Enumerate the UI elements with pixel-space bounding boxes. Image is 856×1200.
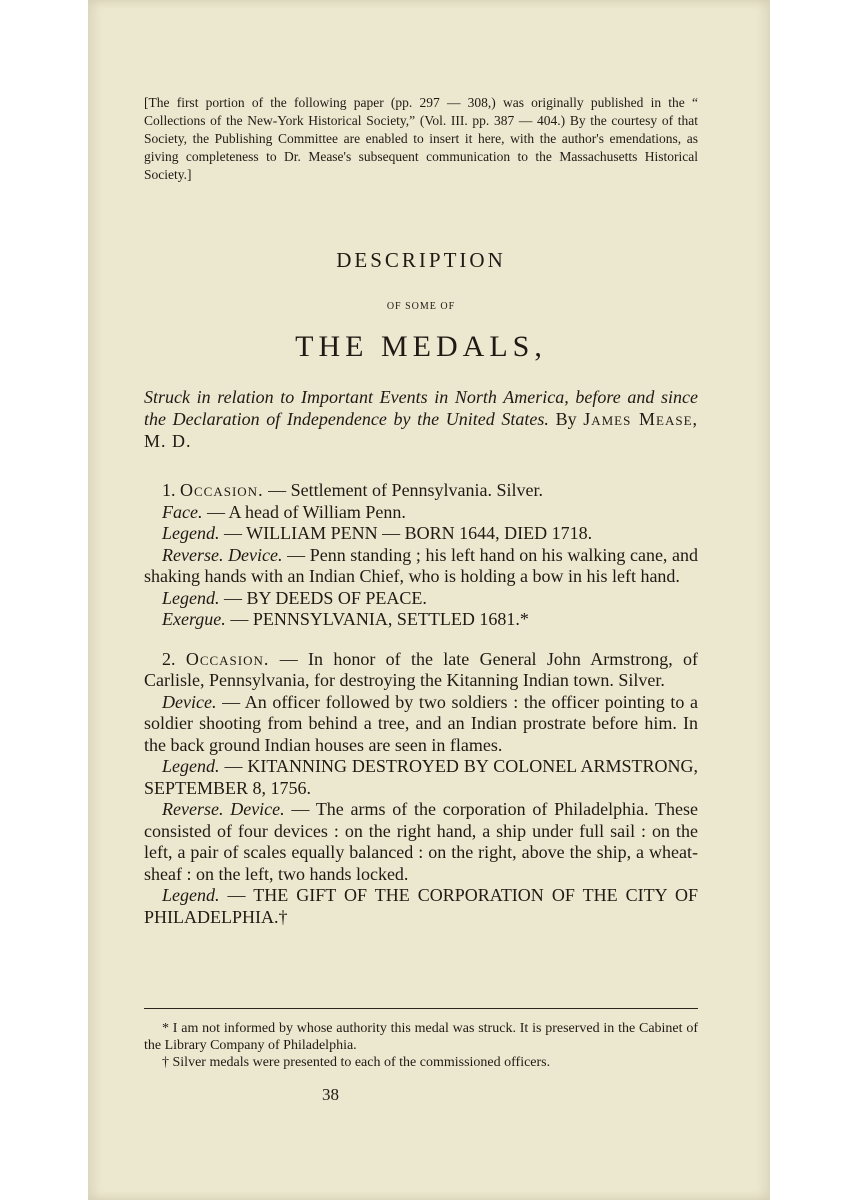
- struck-description: Struck in relation to Important Events in North America, before and since the Declaration of Independence by the United States.: [144, 387, 698, 429]
- struck-paragraph: [144, 386, 698, 452]
- footnote-2: † Silver medals were presented to each of the commissioned officers.: [162, 1055, 551, 1070]
- device-label: Device.: [162, 691, 217, 712]
- reverse-text: — The arms of the corporation of Philadelphia. These consisted of four devices : on the right hand, a ship under full sail : on the left, a pair of scales equally balanced : on the right, above the ship, a wheat-sheaf : on the left, two hands locked.: [144, 799, 699, 884]
- intro-note: [The first portion of the following paper (pp. 297 — 308,) was originally published in the “ Collections of the New-York Historical Society,” (Vol. III. pp. 387 — 404.) By the courtesy of that Society, the Publishing Committee are enabled to insert it here, with the author's emendations, as giving completeness to Dr. Mease's subsequent communication to the Massachusetts Historical Society.]: [144, 95, 698, 182]
- occasion-line: [144, 649, 698, 692]
- reverse-label: Reverse.: [162, 544, 224, 565]
- occasion-label: Occasion.: [185, 648, 270, 669]
- exergue-label: Exergue.: [162, 609, 226, 629]
- reverse-device-label: Device.: [230, 799, 285, 819]
- reverse-line: [144, 545, 698, 588]
- entry-number: 1.: [162, 480, 176, 500]
- legend-label: Legend.: [162, 756, 220, 776]
- occasion-text: — In honor of the late General John Armstrong, of Carlisle, Pennsylvania, for destroying the Kitanning Indian town. Silver.: [144, 648, 699, 690]
- author-name: James Mease, M. D.: [144, 409, 699, 451]
- occasion-text: — Settlement of Pennsylvania. Silver.: [268, 480, 544, 500]
- legend-line: [144, 756, 698, 799]
- reverse-line: [144, 799, 698, 885]
- footnotes: [144, 1020, 698, 1071]
- book-page: [88, 0, 770, 1200]
- legend2-text: — THE GIFT OF THE CORPORATION OF THE CITY OF PHILADELPHIA.†: [144, 885, 698, 927]
- occasion-line: [144, 480, 698, 502]
- occasion-label: Occasion.: [180, 480, 264, 500]
- legend2-line: [144, 588, 698, 610]
- legend2-text: — BY DEEDS OF PEACE.: [224, 587, 427, 608]
- footnote-rule: [144, 1008, 698, 1009]
- entry-number: 2.: [162, 648, 176, 669]
- legend-line: [144, 523, 698, 545]
- legend-text: — WILLIAM PENN — BORN 1644, DIED 1718.: [224, 523, 593, 543]
- section-title: DESCRIPTION: [336, 248, 506, 272]
- device-text: — An officer followed by two soldiers : the officer pointing to a soldier shooting from behind a tree, and an Indian prostrate before him. In the back ground Indian houses are seen in flames.: [144, 691, 698, 755]
- main-title: THE MEDALS,: [295, 330, 547, 363]
- legend2-label: Legend.: [162, 885, 220, 905]
- struck-by: By: [555, 409, 577, 429]
- reverse-text: — Penn standing ; his left hand on his walking cane, and shaking hands with an Indian Chief, who is holding a bow in his left hand.: [144, 544, 699, 586]
- device-line: [144, 692, 698, 757]
- legend-text: — KITANNING DESTROYED BY COLONEL ARMSTRONG, SEPTEMBER 8, 1756.: [144, 756, 699, 798]
- face-label: Face.: [162, 501, 203, 522]
- reverse-label: Reverse.: [162, 799, 224, 819]
- medal-entries: [144, 480, 698, 946]
- page-number: 38: [322, 1085, 339, 1104]
- exergue-line: [144, 609, 698, 631]
- face-text: — A head of William Penn.: [206, 501, 406, 522]
- legend2-label: Legend.: [162, 587, 220, 608]
- exergue-text: — PENNSYLVANIA, SETTLED 1681.*: [230, 609, 529, 629]
- section-subtitle: OF SOME OF: [386, 301, 456, 312]
- legend-label: Legend.: [162, 523, 220, 543]
- footnote-1: * I am not informed by whose authority this medal was struck. It is preserved in the Cabinet of the Library Company of Philadelphia.: [144, 1021, 698, 1053]
- legend2-line: [144, 885, 698, 928]
- device-label: Device.: [228, 544, 283, 565]
- face-line: [144, 502, 698, 524]
- medal-entry-2: [144, 649, 698, 929]
- medal-entry-1: [144, 480, 698, 631]
